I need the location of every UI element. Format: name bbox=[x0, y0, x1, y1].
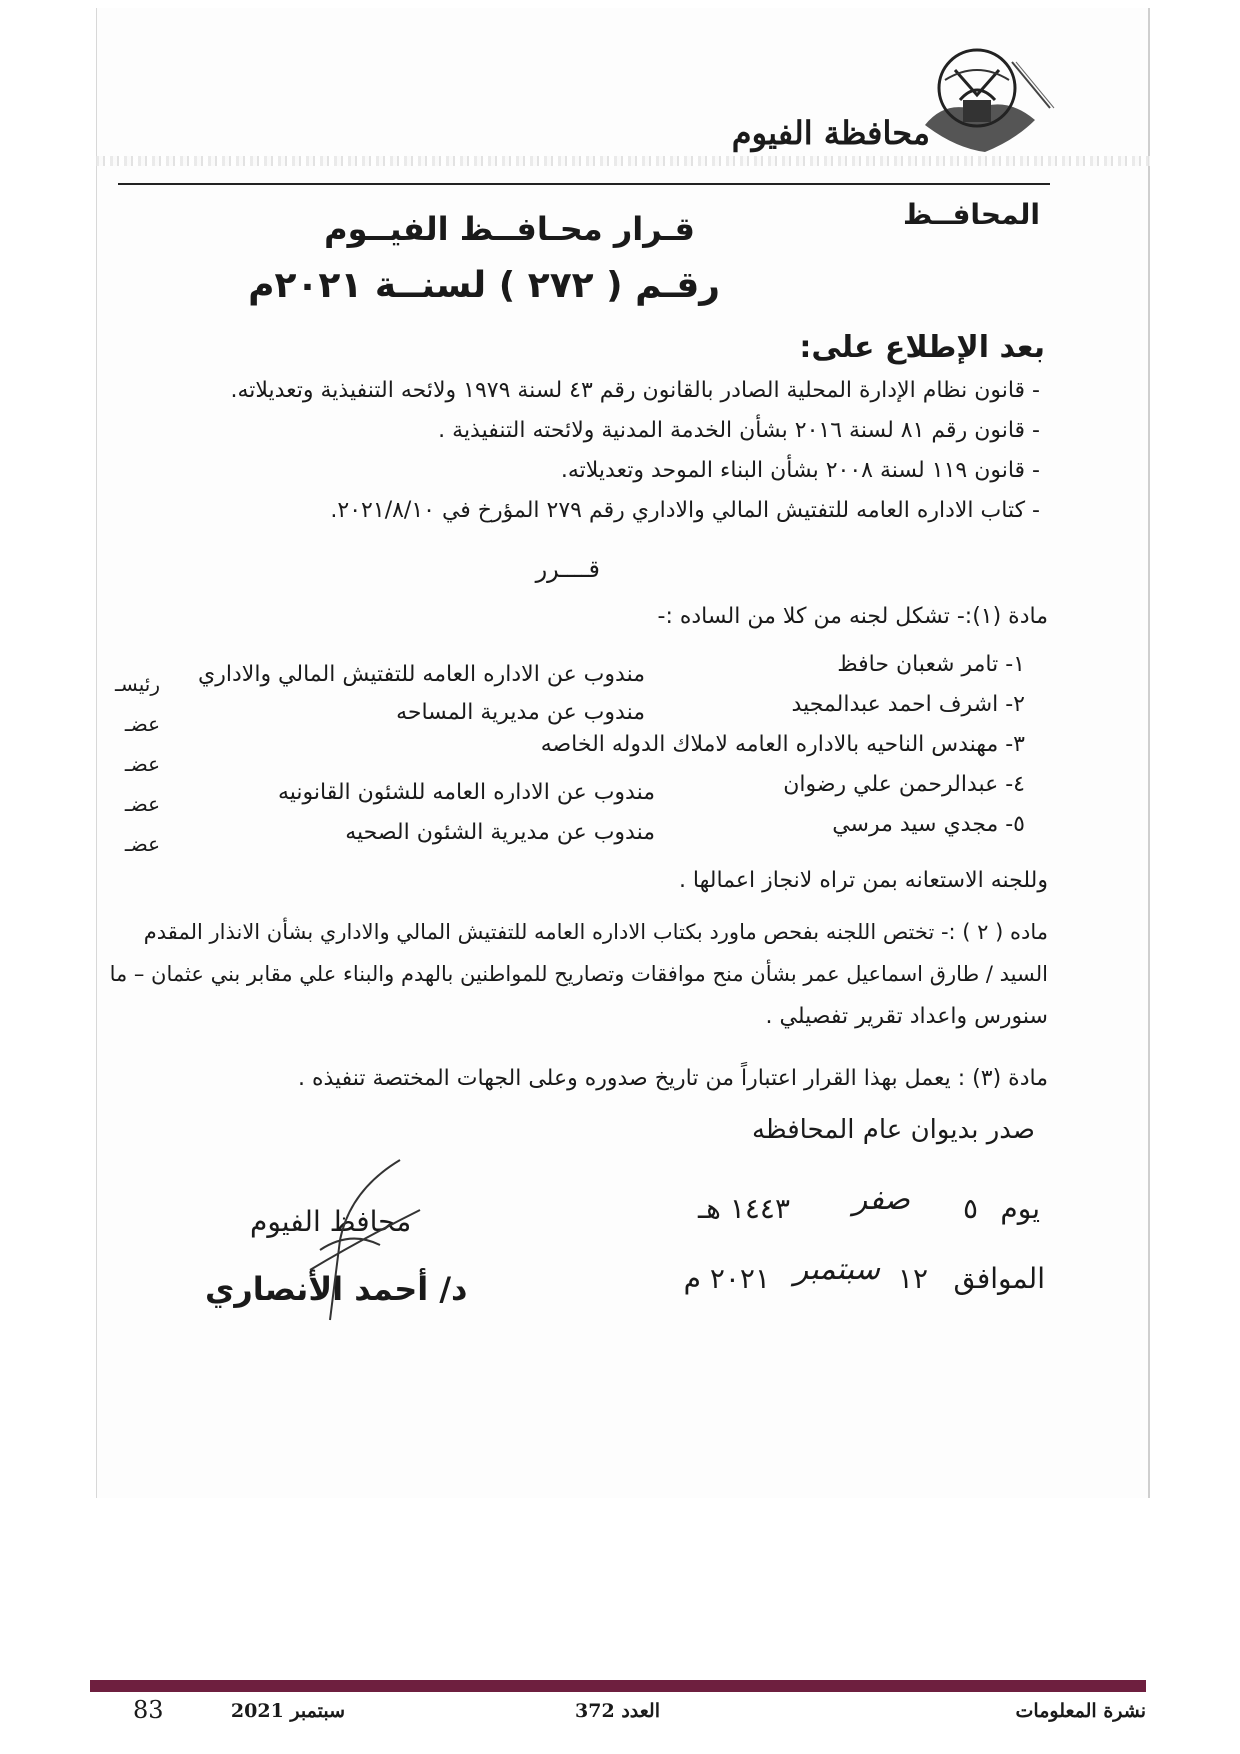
page-number: 83 bbox=[133, 1696, 164, 1724]
reference-item: - قانون ١١٩ لسنة ٢٠٠٨ بشأن البناء الموحد وتعديلاته. bbox=[560, 458, 1040, 483]
header-rule bbox=[118, 183, 1050, 185]
member-role: مندوب عن مديرية الشئون الصحيه bbox=[345, 820, 655, 845]
reference-item: - قانون نظام الإدارة المحلية الصادر بالقانون رقم ٤٣ لسنة ١٩٧٩ ولائحه التنفيذية وتعديلاته. bbox=[230, 378, 1040, 403]
gregorian-month-handwritten: سبتمبر bbox=[793, 1252, 880, 1287]
member-name: ٣- مهندس الناحيه بالاداره العامه لاملاك الدوله الخاصه bbox=[540, 732, 1025, 757]
member-position: عضـ bbox=[124, 712, 160, 736]
signatory-name: د/ أحمد الأنصاري bbox=[205, 1270, 468, 1308]
decree-title: قـرار محـافــظ الفيــوم bbox=[324, 210, 695, 248]
member-name: ٤- عبدالرحمن علي رضوان bbox=[783, 772, 1025, 797]
article-3: مادة (٣) : يعمل بهذا القرار اعتباراً من تاريخ صدوره وعلى الجهات المختصة تنفيذه . bbox=[297, 1066, 1048, 1091]
hijri-day: ٥ bbox=[962, 1192, 978, 1225]
decided-label: قــــرر bbox=[535, 555, 600, 583]
gregorian-year: ٢٠٢١ م bbox=[683, 1262, 770, 1295]
scan-edge-left bbox=[96, 8, 97, 1498]
member-name: ١- تامر شعبان حافظ bbox=[837, 652, 1025, 677]
reference-item: - كتاب الاداره العامه للتفتيش المالي والاداري رقم ٢٧٩ المؤرخ في ٢٠٢١/٨/١٠. bbox=[330, 498, 1040, 523]
member-position: عضـ bbox=[124, 832, 160, 856]
article-1-intro: مادة (١):- تشكل لجنه من كلا من الساده :- bbox=[657, 604, 1048, 629]
member-position: عضـ bbox=[124, 792, 160, 816]
footer-issue: العدد 372 bbox=[575, 1700, 660, 1722]
member-name: ٢- اشرف احمد عبدالمجيد bbox=[791, 692, 1025, 717]
member-position: عضـ bbox=[124, 752, 160, 776]
member-role: مندوب عن الاداره العامه للشئون القانونيه bbox=[277, 780, 655, 805]
hijri-month-handwritten: صفر bbox=[852, 1182, 910, 1217]
hijri-year: ١٤٤٣ هـ bbox=[697, 1192, 790, 1225]
decree-number: رقـم ( ٢٧٢ ) لسنــة ٢٠٢١م bbox=[248, 265, 720, 306]
footer-bar bbox=[90, 1680, 1146, 1692]
issued-at: صدر بديوان عام المحافظه bbox=[751, 1115, 1035, 1145]
reference-item: - قانون رقم ٨١ لسنة ٢٠١٦ بشأن الخدمة المدنية ولائحته التنفيذية . bbox=[438, 418, 1040, 443]
footer-publication: نشرة المعلومات bbox=[1015, 1700, 1146, 1722]
article-1-closing: وللجنه الاستعانه بمن تراه لانجاز اعمالها . bbox=[678, 868, 1048, 893]
signatory-title: محافظ الفيوم bbox=[250, 1205, 412, 1238]
hijri-label: يوم bbox=[1000, 1192, 1040, 1225]
governorate-name: محافظة الفيوم bbox=[731, 114, 930, 152]
member-role: مندوب عن مديرية المساحه bbox=[396, 700, 645, 725]
member-role: مندوب عن الاداره العامه للتفتيش المالي والاداري bbox=[198, 662, 645, 687]
scan-edge-right bbox=[1148, 8, 1150, 1498]
handwritten-signature-icon bbox=[290, 1150, 430, 1330]
gregorian-label: الموافق bbox=[953, 1262, 1045, 1295]
article-2-line: سنورس واعداد تقرير تفصيلي . bbox=[765, 1004, 1048, 1029]
article-2-line: السيد / طارق اسماعيل عمر بشأن منح موافقات وتصاريح للمواطنين بالهدم والبناء علي مقابر بني عثمان – ما bbox=[109, 962, 1048, 986]
member-name: ٥- مجدي سيد مرسي bbox=[832, 812, 1025, 837]
governor-label: المحافــظ bbox=[902, 198, 1040, 231]
preamble-heading: بعد الإطلاع على: bbox=[799, 330, 1045, 365]
article-2-line: ماده ( ٢ ) :- تختص اللجنه بفحص ماورد بكتاب الاداره العامه للتفتيش المالي والاداري بشأن الانذار المقدم bbox=[143, 920, 1048, 944]
member-position: رئيسـ bbox=[115, 672, 160, 696]
pen-mark-icon bbox=[1010, 60, 1060, 115]
gregorian-day: ١٢ bbox=[897, 1262, 928, 1295]
footer-month: سبتمبر 2021 bbox=[230, 1700, 345, 1722]
